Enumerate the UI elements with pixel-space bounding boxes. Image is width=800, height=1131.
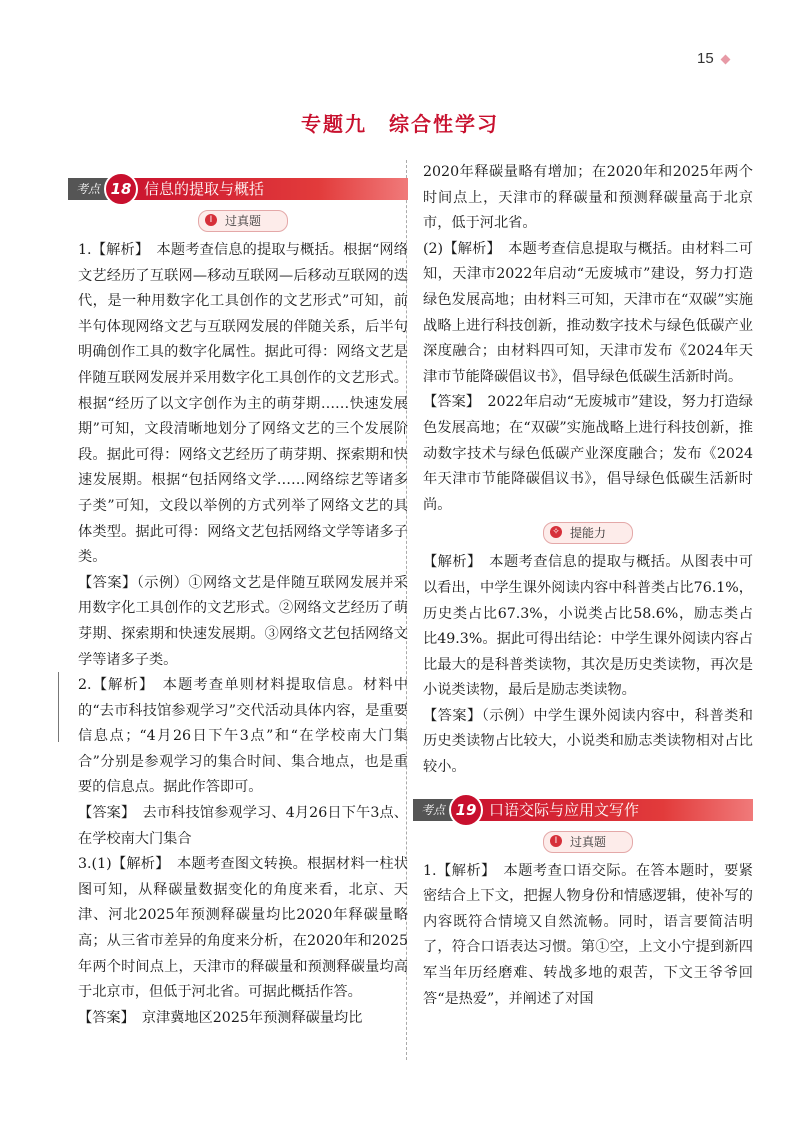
answer-paragraph: 【答案】（示例）①网络文艺是伴随互联网发展并采用数字化工具创作的文艺形式。②网络文艺经历了萌芽期、探索期和快速发展期。③网络文艺包括网络文学等诸多子类。 <box>78 574 408 668</box>
section-pill-guozhenti <box>198 210 288 232</box>
answer-paragraph: 【答案】（示例）中学生课外阅读内容中，科普类和历史类读物占比较大，小说类和励志类读物相对占比较小。 <box>423 707 753 776</box>
answer-paragraph: 【答案】 2022年启动“无废城市”建设，努力打造绿色发展高地；在“双碳”实施战略上进行科技创新，推动数字技术与绿色低碳产业深度融合；发布《2024年天津市节能降碳倡议书》，倡导绿色低碳生活新时尚。 <box>423 394 753 513</box>
kaodian-label: 考点 <box>413 799 453 821</box>
section-icon: Ⅰ <box>550 835 562 847</box>
right-column <box>420 160 753 1012</box>
page-number: 15 <box>697 50 714 67</box>
section-pill-tinengli <box>543 522 633 544</box>
kaodian-label: 考点 <box>68 178 108 200</box>
pill-label: 过真题 <box>569 834 606 849</box>
pill-label: 过真题 <box>224 214 261 228</box>
left-column <box>75 160 408 1031</box>
topic-number-badge: 19 <box>449 793 483 827</box>
answer-paragraph: 【答案】 去市科技馆参观学习、4月26日下午3点、在学校南大门集合 <box>78 805 408 847</box>
topic-title: 口语交际与应用文写作 <box>489 800 640 819</box>
section-pill-guozhenti <box>543 831 633 853</box>
page-title: 专题九 综合性学习 <box>301 112 499 136</box>
topic-title: 信息的提取与概括 <box>144 180 265 198</box>
compass-icon: ✧ <box>550 526 562 538</box>
page-number-diamond-icon <box>721 55 731 65</box>
analysis-paragraph: (2)【解析】 本题考查信息提取与概括。由材料二可知，天津市2022年启动“无废城市”建设，努力打造绿色发展高地；由材料三可知，天津市在“双碳”实施战略上进行科技创新，推动数字技术与绿色低碳产业深度融合；由材料四可知，天津市发布《2024年天津市节能降碳倡议书》，倡导绿色低碳生活新时尚。 <box>423 240 753 385</box>
answer-paragraph: 【答案】 京津冀地区2025年预测释碳量均比 <box>78 1009 363 1026</box>
topic-banner-19 <box>413 793 753 823</box>
margin-mark <box>58 672 59 742</box>
topic-banner-18 <box>68 172 408 202</box>
analysis-paragraph: 【解析】 本题考查信息的提取与概括。从图表中可以看出，中学生课外阅读内容中科普类占比76.1%，历史类占比67.3%，小说类占比58.6%，励志类占比49.3%。据此可得出结论：中学生课外阅读内容占比最大的是科普类读物，其次是历史类读物，再次是小说类读物，最后是励志类读物。 <box>423 554 753 699</box>
pill-label: 提能力 <box>569 526 606 541</box>
topic-number-badge: 18 <box>104 172 138 206</box>
section-icon: Ⅰ <box>205 214 217 226</box>
analysis-paragraph: 1.【解析】 本题考查信息的提取与概括。根据“网络文艺经历了互联网—移动互联网—后移动互联网的迭代，是一种用数字化工具创作的文艺形式”可知，前半句体现网络文艺与互联网发展的伴随关系，后半句明确创作工具的数字化属性。据此可得：网络文艺是伴随互联网发展并采用数字化工具创作的文艺形式。根据“经历了以文字创作为主的萌芽期……快速发展期”可知，文段清晰地划分了网络文艺的三个发展阶段。据此可得：网络文艺经历了萌芽期、探索期和快速发展期。根据“包括网络文学……网络综艺等诸多子类”可知，文段以举例的方式列举了网络文艺的具体类型。据此可得：网络文艺包括网络文学等诸多子类。 <box>78 242 408 566</box>
analysis-paragraph: 3.(1)【解析】 本题考查图文转换。根据材料一柱状图可知，从释碳量数据变化的角度来看，北京、天津、河北2025年预测释碳量均比2020年释碳量略高；从三省市差异的角度来分析，在2020年和2025年两个时间点上，天津市的释碳量和预测释碳量均高于北京市，但低于河北省。可据此概括作答。 <box>78 856 408 1001</box>
analysis-paragraph: 1.【解析】 本题考查口语交际。在答本题时，要紧密结合上下文，把握人物身份和情感逻辑，使补写的内容既符合情境又自然流畅。同时，语言要简洁明了，符合口语表达习惯。第①空，上文小宁提到新四军当年历经磨难、转战多地的艰苦，下文王爷爷回答“是热爱”，并阐述了对国 <box>423 862 753 1007</box>
analysis-paragraph: 2.【解析】 本题考查单则材料提取信息。材料中的“去市科技馆参观学习”交代活动具体内容，是重要信息点；“4月26日下午3点”和“在学校南大门集合”分别是参观学习的集合时间、集合地点，也是重要的信息点。据此作答即可。 <box>78 677 408 796</box>
answer-continuation: 2020年释碳量略有增加；在2020年和2025年两个时间点上，天津市的释碳量和预测释碳量高于北京市，低于河北省。 <box>423 164 753 232</box>
